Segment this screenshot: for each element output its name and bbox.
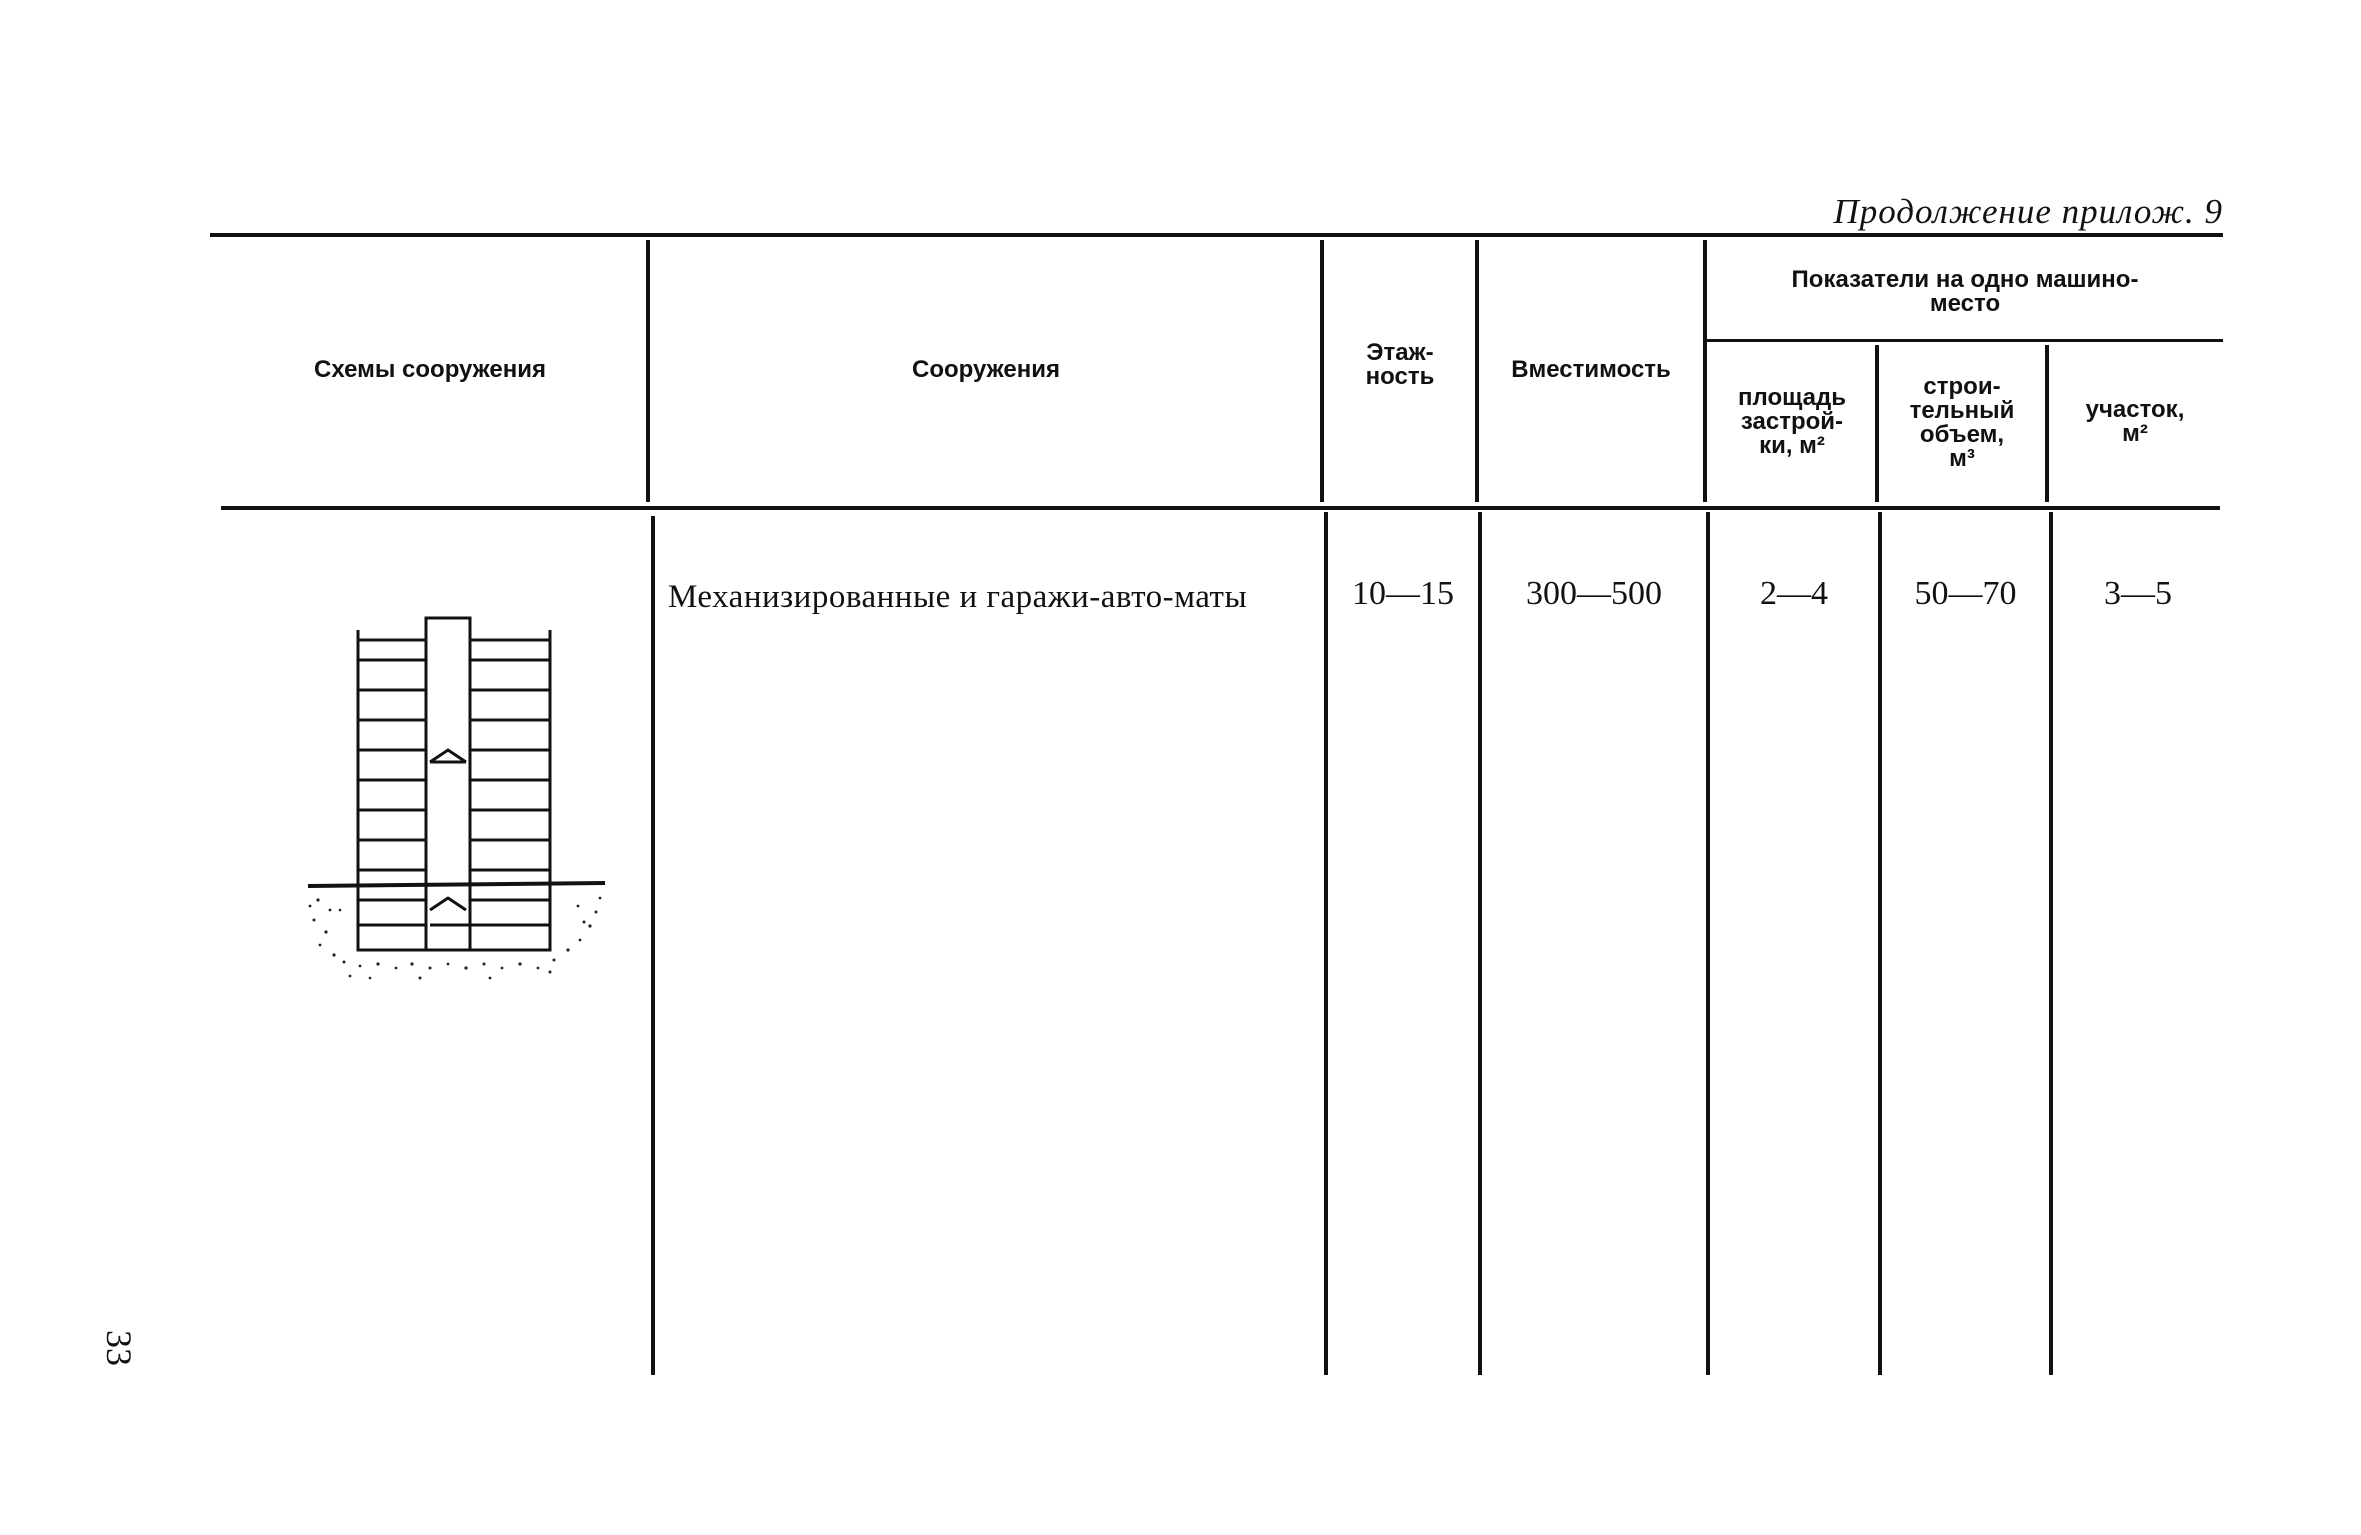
header-area: площадь застрой- ки, м² [1738,384,1846,459]
header-bottom-rule [221,506,2220,510]
col-divider-2-body [1324,512,1328,1375]
area-value: 2—4 [1760,575,1828,612]
header-structure: Сооружения [912,356,1060,383]
col-divider-5-body [1878,512,1882,1375]
header-capacity: Вместимость [1511,356,1671,383]
indicators-subheader-rule [1707,339,2223,342]
header-indicators: Показатели на одно машино- место [1791,266,2139,317]
header-floors: Этаж- ность [1365,339,1435,390]
volume-value: 50—70 [1914,575,2017,612]
col-divider-1-header [646,240,650,502]
capacity-value: 300—500 [1526,575,1662,612]
col-divider-3-body [1478,512,1482,1375]
header-volume: строи- тельный объем, м³ [1909,373,2015,472]
header-plot: участок, м² [2085,396,2185,447]
table-top-rule [210,233,2223,237]
col-divider-6-body [2049,512,2053,1375]
plot-value: 3—5 [2104,575,2172,612]
garage-scheme-drawing [300,600,620,990]
structure-name: Механизированные и гаражи-авто-маты [668,579,1248,615]
col-divider-1-body [651,516,655,1375]
col-divider-4-header [1703,240,1707,502]
table-caption: Продолжение прилож. 9 [1833,192,2223,231]
col-divider-6-header [2045,345,2049,502]
page-number: 33 [99,1330,139,1366]
header-scheme: Схемы сооружения [314,356,546,383]
floors-value: 10—15 [1352,575,1454,612]
col-divider-4-body [1706,512,1710,1375]
